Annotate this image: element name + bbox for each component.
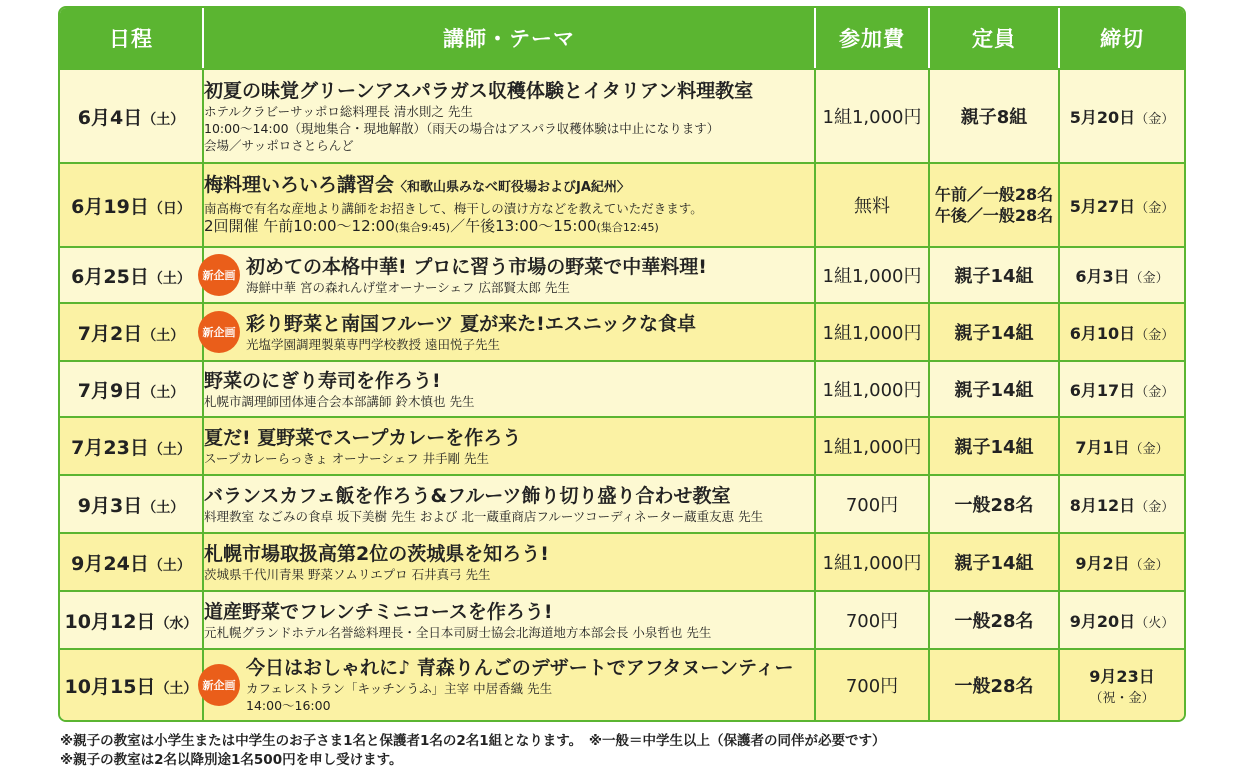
date-dow: （日） [148,200,191,217]
new-plan-badge: 新企画 [198,311,240,353]
deadline-main: 6月17日 [1069,380,1136,400]
row-theme [202,590,814,648]
class-title: 初夏の味覚グリーンアスパラガス収穫体験とイタリアン料理教室 [204,79,754,102]
table-row [60,532,1184,590]
deadline-main: 8月12日 [1069,495,1136,515]
date-dow: （土） [142,499,185,516]
row-fee: 1組1,000円 [814,416,928,474]
date-dow: （土） [142,111,185,128]
date-main: 10月12日 [64,610,156,633]
date-main: 6月4日 [77,106,143,129]
deadline-main: 6月10日 [1069,323,1136,343]
row-capacity: 一般28名 [928,474,1058,532]
row-capacity: 親子14組 [928,532,1058,590]
capacity-pm: 午後／一般28名 [934,206,1054,225]
row-theme [202,246,814,302]
row-date [60,246,202,302]
row-date [60,162,202,246]
deadline-dow: （金） [1135,499,1175,515]
class-title: 道産野菜でフレンチミニコースを作ろう! [204,600,553,623]
deadline-dow: （火） [1135,615,1175,631]
date-dow: （土） [148,557,191,574]
deadline-main: 5月20日 [1069,107,1136,127]
table-row [60,302,1184,360]
class-title: 彩り野菜と南国フルーツ 夏が来た!エスニックな食卓 [246,312,697,335]
row-theme [202,474,814,532]
row-capacity: 親子14組 [928,302,1058,360]
row-theme [202,648,814,720]
row-fee: 1組1,000円 [814,68,928,162]
class-schedule [204,217,814,237]
deadline-main: 9月23日 [1089,667,1155,686]
class-title: 初めての本格中華! プロに習う市場の野菜で中華料理! [246,255,707,278]
date-dow: （土） [148,270,191,287]
class-detail: 光塩学園調理製菓専門学校教授 遠田悦子先生 [246,336,500,352]
footnote: ※親子の教室は2名以降別途1名500円を申し受けます。 [60,752,403,768]
class-detail: ホテルクラビーサッポロ総料理長 清水則之 先生 [204,103,473,119]
date-dow: （水） [155,615,198,632]
deadline-main: 5月27日 [1069,196,1136,216]
deadline-dow: （金） [1135,200,1175,216]
row-fee: 700円 [814,590,928,648]
deadline-main: 9月2日 [1075,553,1130,573]
date-dow: （土） [155,680,198,697]
row-deadline [1058,68,1184,162]
row-theme [202,360,814,416]
row-theme [202,68,814,162]
row-theme [202,416,814,474]
class-detail: 料理教室 なごみの食卓 坂下美樹 先生 および 北一蔵重商店フルーツコーディネーター蔵重友恵 先生 [204,508,764,524]
date-main: 7月9日 [77,379,143,402]
class-detail: 札幌市調理師団体連合会本部講師 鈴木慎也 先生 [204,393,475,409]
table-row [60,246,1184,302]
row-deadline [1058,162,1184,246]
class-title: 夏だ! 夏野菜でスープカレーを作ろう [204,426,522,449]
row-capacity: 親子14組 [928,360,1058,416]
deadline-main: 6月3日 [1075,266,1130,286]
class-detail: 茨城県千代川青果 野菜ソムリエプロ 石井真弓 先生 [204,566,491,582]
row-deadline [1058,246,1184,302]
table-row [60,68,1184,162]
row-theme [202,532,814,590]
deadline-main: 9月20日 [1069,611,1136,631]
class-detail: 元札幌グランドホテル名誉総料理長・全日本司厨士協会北海道地方本部会長 小泉哲也 先生 [204,624,712,640]
row-fee: 1組1,000円 [814,360,928,416]
schedule-am: 2回開催 午前10:00～12:00 [204,217,395,235]
row-fee: 1組1,000円 [814,246,928,302]
row-theme [202,302,814,360]
class-title: バランスカフェ飯を作ろう&フルーツ飾り切り盛り合わせ教室 [204,484,731,507]
row-deadline [1058,590,1184,648]
row-date [60,474,202,532]
header-deadline: 締切 [1058,8,1184,68]
row-date [60,360,202,416]
table-row [60,590,1184,648]
date-main: 9月24日 [71,552,149,575]
footnotes [60,732,886,770]
row-date [60,416,202,474]
date-main: 9月3日 [77,494,143,517]
row-date [60,590,202,648]
row-fee: 700円 [814,648,928,720]
class-detail: 南高梅で有名な産地より講師をお招きして、梅干しの漬け方などを教えていただきます。 [204,201,703,216]
date-main: 10月15日 [64,675,156,698]
row-fee: 無料 [814,162,928,246]
deadline-dow: （祝・金） [1089,691,1155,706]
deadline-dow: （金） [1135,327,1175,343]
deadline-dow: （金） [1129,557,1169,573]
new-plan-badge: 新企画 [198,254,240,296]
table-row [60,648,1184,720]
date-main: 6月25日 [71,265,149,288]
table-row [60,360,1184,416]
header-theme: 講師・テーマ [202,8,814,68]
row-capacity: 親子8組 [928,68,1058,162]
header-fee: 参加費 [814,8,928,68]
class-title: 札幌市場取扱高第2位の茨城県を知ろう! [204,542,549,565]
row-fee: 700円 [814,474,928,532]
date-main: 6月19日 [71,195,149,218]
row-theme [202,162,814,246]
date-dow: （土） [148,441,191,458]
row-capacity: 親子14組 [928,416,1058,474]
date-dow: （土） [142,384,185,401]
row-deadline [1058,360,1184,416]
row-deadline [1058,416,1184,474]
row-date [60,302,202,360]
row-date [60,532,202,590]
class-title [204,173,814,200]
header-capacity: 定員 [928,8,1058,68]
new-plan-badge: 新企画 [198,664,240,706]
capacity-am: 午前／一般28名 [934,185,1054,204]
row-capacity: 一般28名 [928,590,1058,648]
deadline-dow: （金） [1129,441,1169,457]
date-main: 7月23日 [71,436,149,459]
class-title-note: 〈和歌山県みなべ町役場およびJA紀州〉 [394,180,630,195]
row-capacity [928,162,1058,246]
footnote: ※親子の教室は小学生または中学生のお子さま1名と保護者1名の2名1組となります。 ※一般＝中学生以上（保護者の同伴が必要です） [60,733,886,749]
class-detail: 会場／サッポロさとらんど [204,137,354,153]
class-detail: 海鮮中華 宮の森れんげ堂オーナーシェフ 広部賢太郎 先生 [246,279,570,295]
row-deadline [1058,474,1184,532]
schedule-table [58,6,1186,722]
class-title: 今日はおしゃれに♪ 青森りんごのデザートでアフタヌーンティー [246,657,794,679]
class-detail: 14:00～16:00 [246,698,331,713]
class-detail: 10:00～14:00（現地集合・現地解散）（雨天の場合はアスパラ収穫体験は中止になります） [204,120,720,136]
class-detail: スープカレーらっきょ オーナーシェフ 井手剛 先生 [204,450,490,466]
schedule-am-note: (集合9:45) [394,221,451,234]
row-capacity: 一般28名 [928,648,1058,720]
header-date: 日程 [60,8,202,68]
row-fee: 1組1,000円 [814,302,928,360]
schedule-pm: ／午後13:00～15:00 [450,217,597,235]
table-header-row [60,8,1184,68]
table-row [60,416,1184,474]
row-capacity: 親子14組 [928,246,1058,302]
table-row [60,474,1184,532]
row-fee: 1組1,000円 [814,532,928,590]
class-title-text: 梅料理いろいろ講習会 [204,174,395,196]
row-date [60,68,202,162]
deadline-dow: （金） [1135,384,1175,400]
deadline-dow: （金） [1135,111,1175,127]
row-date [60,648,202,720]
class-detail: カフェレストラン「キッチンうふ」主宰 中居香織 先生 [246,681,553,696]
table-row [60,162,1184,246]
deadline-main: 7月1日 [1075,437,1130,457]
row-deadline [1058,532,1184,590]
row-deadline [1058,648,1184,720]
schedule-table-wrapper [58,6,1182,722]
row-deadline [1058,302,1184,360]
date-dow: （土） [142,327,185,344]
class-title: 野菜のにぎり寿司を作ろう! [204,369,441,392]
schedule-pm-note: (集合12:45) [596,221,659,234]
deadline-dow: （金） [1129,270,1169,286]
date-main: 7月2日 [77,322,143,345]
